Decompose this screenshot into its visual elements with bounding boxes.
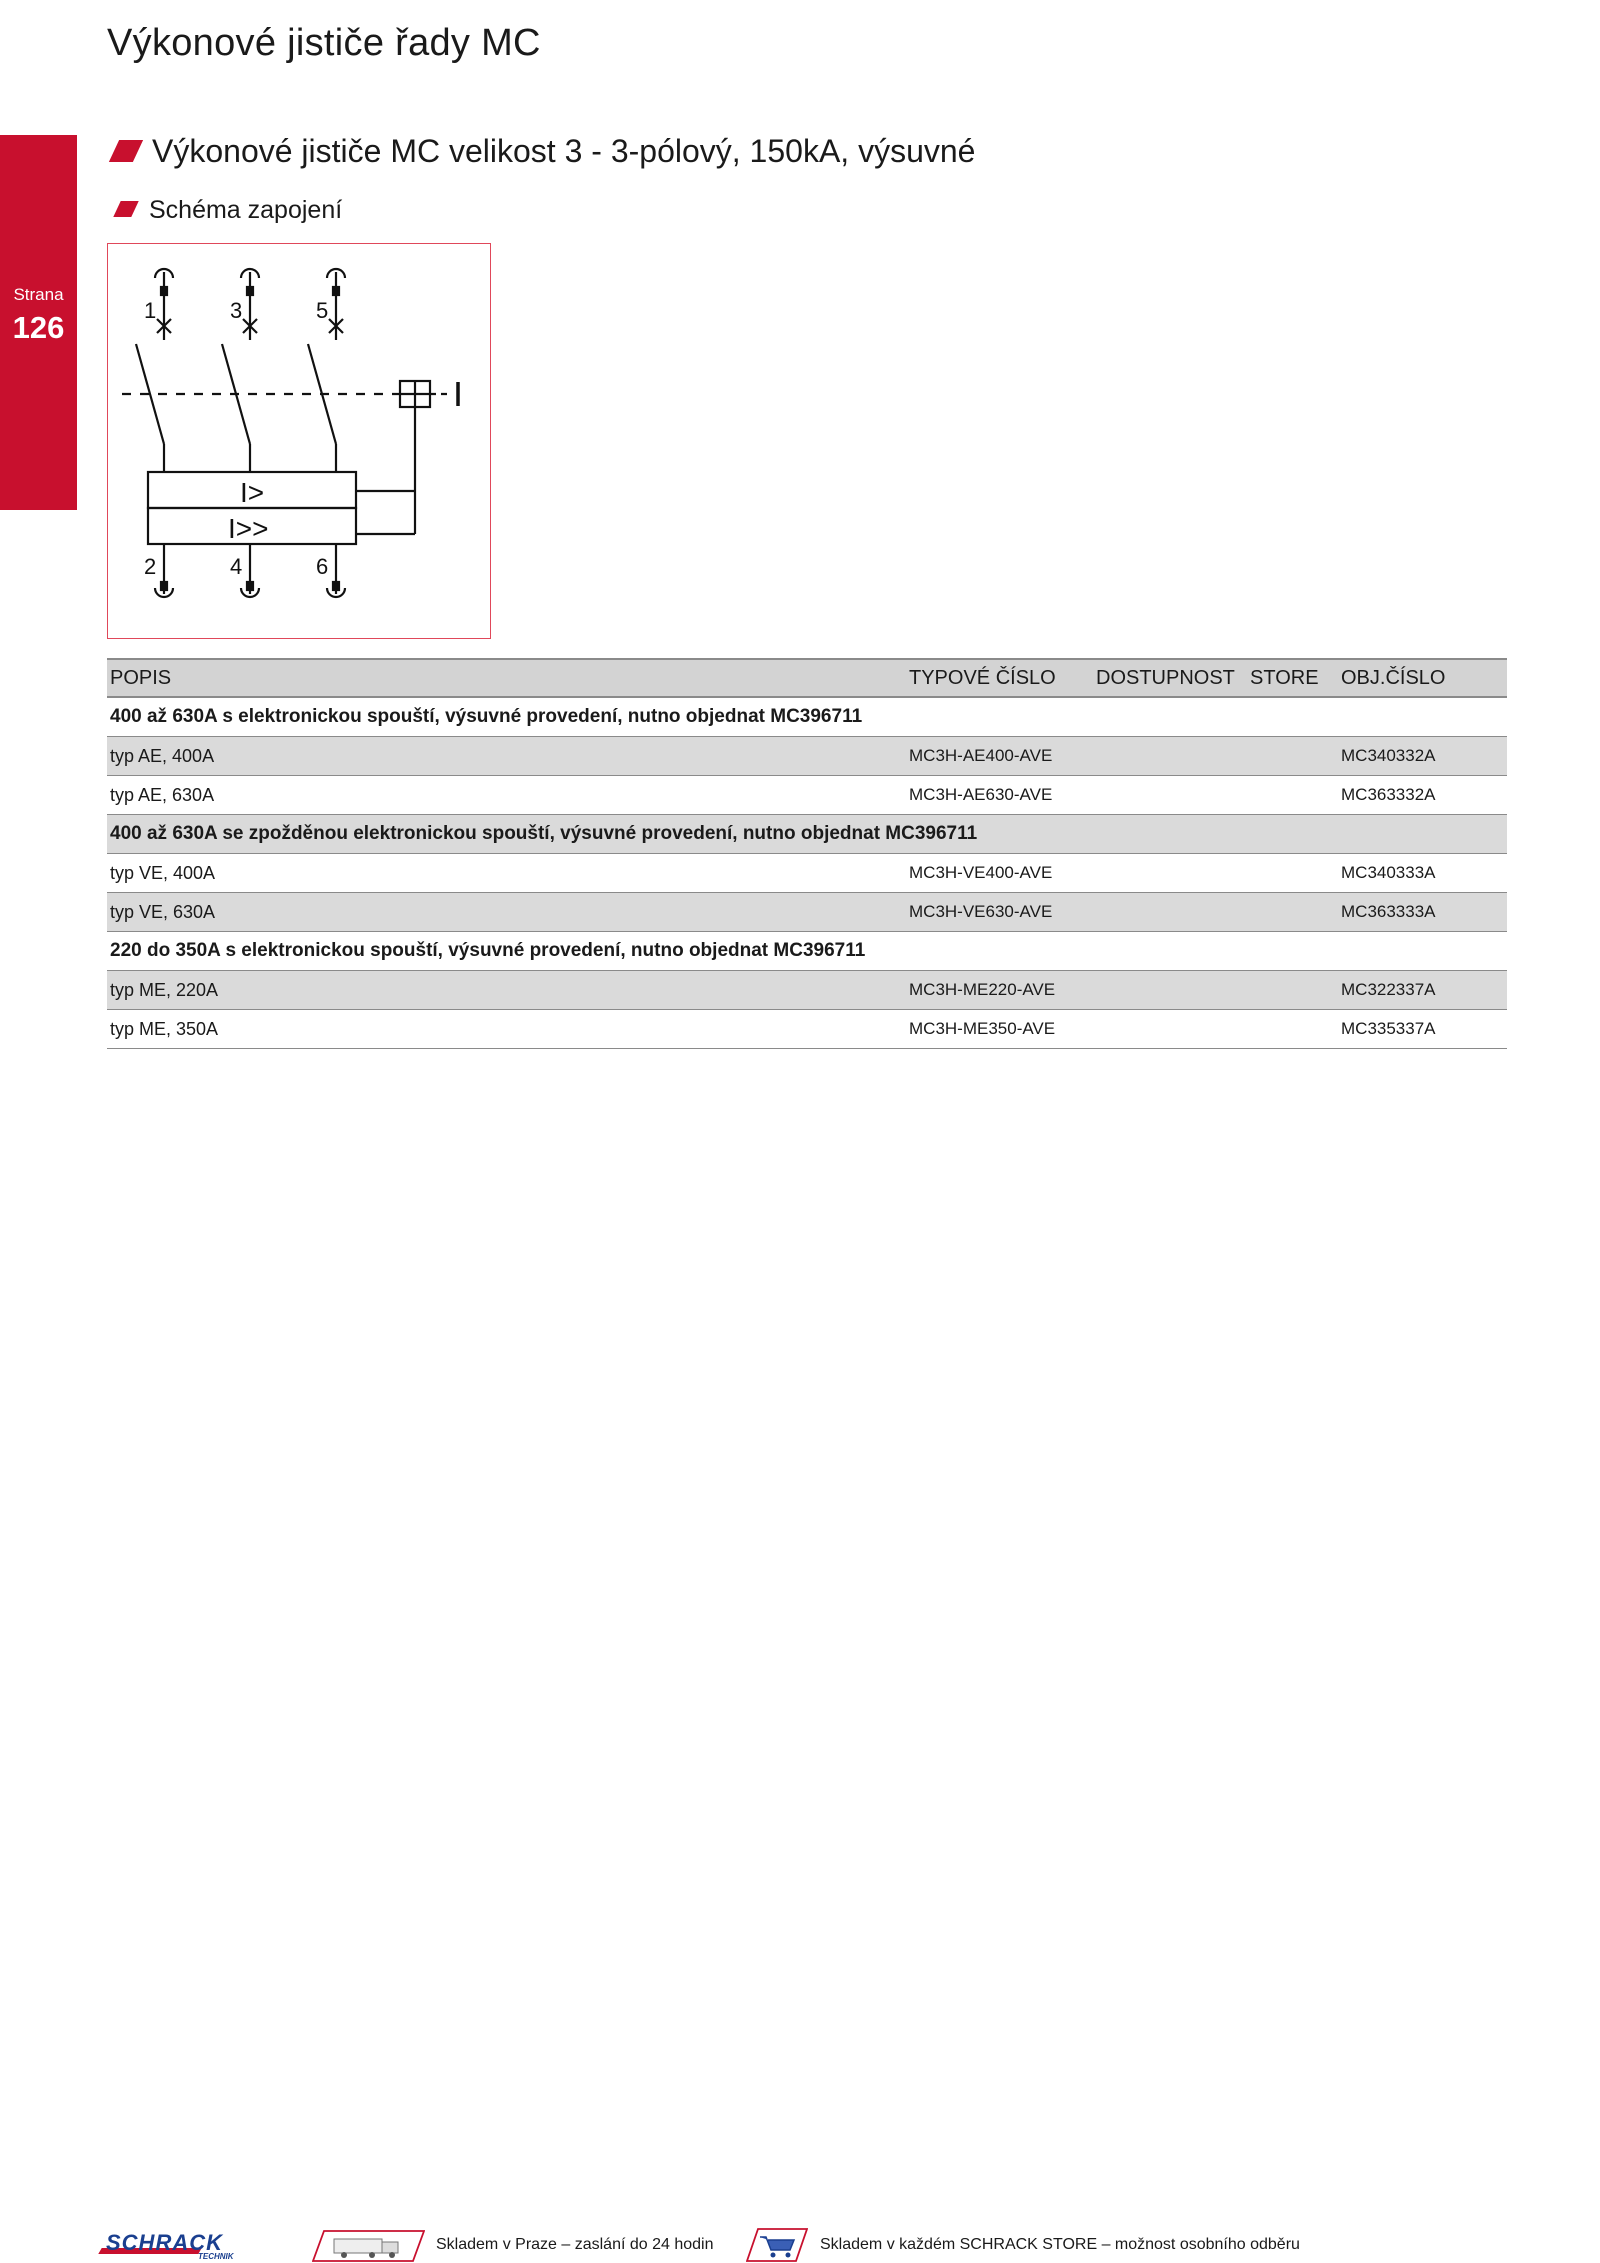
table-row[interactable]	[107, 776, 1507, 815]
terminal-label-3: 3	[230, 298, 243, 323]
item-type-number: MC3H-ME220-AVE	[909, 980, 1056, 999]
schrack-logo	[100, 2230, 240, 2262]
group-title: 400 až 630A s elektronickou spouští, výsuvné provedení, nutno objednat MC396711	[110, 706, 863, 727]
item-order-number: MC322337A	[1341, 980, 1436, 999]
section-marker-icon	[109, 140, 143, 162]
table-header-row	[107, 658, 1507, 698]
cart-icon	[746, 2228, 808, 2262]
page-title: Výkonové jističe řady MC	[107, 22, 541, 64]
terminal-6-contact	[333, 582, 339, 590]
item-type-number: MC3H-ME350-AVE	[909, 1019, 1056, 1038]
section-heading-text: Výkonové jističe MC velikost 3 - 3-pólový, 150kA, výsuvné	[152, 133, 976, 169]
terminal-5-contact	[333, 287, 339, 295]
item-type-number: MC3H-AE630-AVE	[909, 785, 1053, 804]
terminal-4-contact	[247, 582, 253, 590]
item-order-number: MC363333A	[1341, 902, 1436, 921]
table-row[interactable]	[107, 893, 1507, 932]
section-heading	[114, 133, 975, 170]
header-type-number: TYPOVÉ ČÍSLO	[909, 666, 1056, 689]
item-description: typ VE, 630A	[110, 901, 216, 922]
item-description: typ AE, 630A	[110, 784, 215, 805]
subsection-heading-text: Schéma zapojení	[149, 196, 343, 224]
logo-subtext: TECHNIK	[198, 2252, 234, 2261]
group-row	[107, 815, 1507, 854]
terminal-label-6: 6	[316, 554, 329, 579]
stock-prague-text: Skladem v Praze – zaslání do 24 hodin	[436, 2236, 714, 2253]
page-label: Strana	[13, 285, 64, 304]
group-title: 400 až 630A se zpožděnou elektronickou spouští, výsuvné provedení, nutno objednat MC396711	[110, 823, 978, 844]
overload-trip-label: I>	[240, 477, 265, 508]
stock-store-text: Skladem v každém SCHRACK STORE – možnost osobního odběru	[820, 2236, 1300, 2253]
table-row[interactable]	[107, 971, 1507, 1010]
terminal-label-5: 5	[316, 298, 329, 323]
table-row[interactable]	[107, 1010, 1507, 1049]
item-type-number: MC3H-VE400-AVE	[909, 863, 1053, 882]
wiring-diagram	[107, 243, 491, 639]
header-description: POPIS	[110, 666, 172, 689]
item-order-number: MC335337A	[1341, 1019, 1436, 1038]
terminal-1-contact	[161, 287, 167, 295]
product-table	[107, 658, 1507, 1049]
terminal-2-contact	[161, 582, 167, 590]
item-order-number: MC363332A	[1341, 785, 1436, 804]
terminal-label-1: 1	[144, 298, 157, 323]
header-availability: DOSTUPNOST	[1096, 666, 1235, 689]
group-row	[107, 932, 1507, 971]
page-number-tab	[0, 135, 77, 510]
header-store: STORE	[1250, 666, 1319, 689]
page-footer	[100, 2228, 1500, 2263]
group-title: 220 do 350A s elektronickou spouští, výsuvné provedení, nutno objednat MC396711	[110, 940, 866, 961]
logo-wordmark: SCHRACK	[106, 2230, 223, 2255]
item-type-number: MC3H-AE400-AVE	[909, 746, 1053, 765]
item-description: typ ME, 350A	[110, 1018, 219, 1039]
page-number: 126	[12, 310, 65, 345]
terminal-3-contact	[247, 287, 253, 295]
truck-icon	[312, 2230, 425, 2262]
subsection-marker-icon	[113, 201, 138, 217]
item-description: typ ME, 220A	[110, 979, 219, 1000]
item-description: typ VE, 400A	[110, 862, 216, 883]
item-order-number: MC340332A	[1341, 746, 1436, 765]
group-row	[107, 698, 1507, 737]
table-row[interactable]	[107, 854, 1507, 893]
wiring-diagram-svg	[108, 244, 492, 640]
terminal-label-4: 4	[230, 554, 243, 579]
terminal-label-2: 2	[144, 554, 157, 579]
item-order-number: MC340333A	[1341, 863, 1436, 882]
item-type-number: MC3H-VE630-AVE	[909, 902, 1053, 921]
subsection-heading	[117, 196, 342, 225]
header-order-number: OBJ.ČÍSLO	[1341, 666, 1446, 689]
table-row[interactable]	[107, 737, 1507, 776]
item-description: typ AE, 400A	[110, 745, 215, 766]
short-circuit-trip-label: I>>	[228, 513, 269, 544]
